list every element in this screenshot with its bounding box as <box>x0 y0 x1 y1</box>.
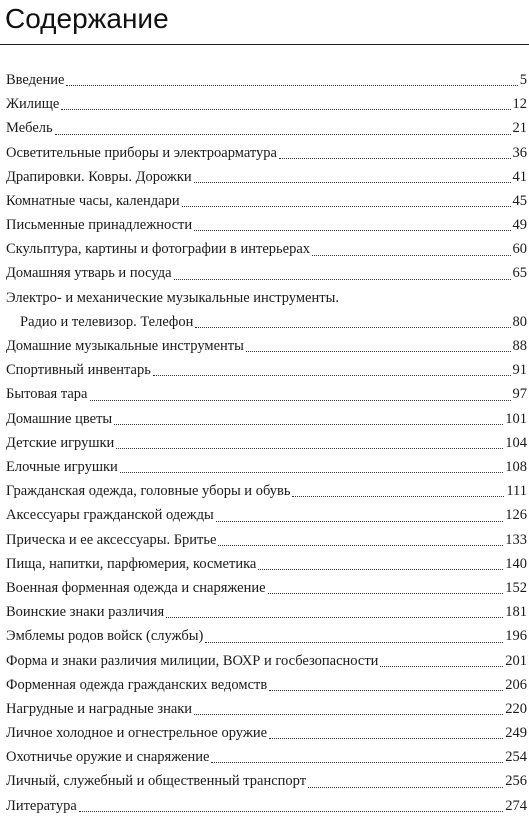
dot-leader <box>174 279 511 280</box>
dot-leader <box>312 255 510 256</box>
toc-entry <box>6 455 527 479</box>
toc-page-number: 60 <box>512 241 527 258</box>
toc-entry-title: Детские игрушки <box>6 434 115 451</box>
toc-entry <box>6 165 527 189</box>
toc-entry-title: Спортивный инвентарь <box>6 362 151 379</box>
toc-entry-title: Личное холодное и огнестрельное оружие <box>6 725 268 742</box>
toc-entry-title: Прическа и ее аксессуары. Бритье <box>6 531 217 548</box>
toc-entry <box>6 382 527 406</box>
toc-entry <box>6 213 527 237</box>
toc-page-number: 104 <box>505 434 527 451</box>
toc-entry-title: Введение <box>6 71 65 88</box>
dot-leader <box>211 762 503 763</box>
toc-entry-title: Драпировки. Ковры. Дорожки <box>6 168 192 185</box>
toc-entry <box>6 600 527 624</box>
toc-entry-title: Пища, напитки, парфюмерия, косметика <box>6 555 257 572</box>
toc-page-number: 5 <box>519 71 527 88</box>
dot-leader <box>66 85 517 86</box>
toc-page-number: 220 <box>505 700 527 717</box>
toc-page-number: 249 <box>505 725 527 742</box>
toc-entry-title: Нагрудные и наградные знаки <box>6 700 193 717</box>
dot-leader <box>194 182 511 183</box>
toc-page-number: 21 <box>512 120 527 137</box>
toc-entry <box>6 334 527 358</box>
toc-entry-title: Бытовая тара <box>6 386 88 403</box>
toc-entry <box>6 624 527 648</box>
dot-leader <box>153 375 511 376</box>
toc-entry-title: Форма и знаки различия милиции, ВОХР и госбезопасности <box>6 652 379 669</box>
toc-entry <box>6 407 527 431</box>
toc-page-number: 256 <box>505 773 527 790</box>
toc-page-number: 152 <box>505 579 527 596</box>
toc-entry <box>6 141 527 165</box>
toc-entry-title: Домашняя утварь и посуда <box>6 265 172 282</box>
toc-entry <box>6 649 527 673</box>
page-title: Содержание <box>5 3 169 34</box>
toc-entry <box>6 503 527 527</box>
toc-entry <box>6 576 527 600</box>
toc-page-number: 41 <box>512 168 527 185</box>
dot-leader <box>55 134 511 135</box>
toc-entry <box>6 68 527 92</box>
toc-entry <box>6 745 527 769</box>
toc-entry-title: Военная форменная одежда и снаряжение <box>6 579 266 596</box>
toc-page-number: 12 <box>512 96 527 113</box>
toc-entry <box>6 358 527 382</box>
dot-leader <box>182 206 511 207</box>
toc-entry <box>6 189 527 213</box>
toc-entry-title: Жилище <box>6 96 60 113</box>
toc-entry-title: Комнатные часы, календари <box>6 192 180 209</box>
toc-page-number: 133 <box>505 531 527 548</box>
toc-entry-title: Осветительные приборы и электроарматура <box>6 144 277 161</box>
toc-entry <box>6 769 527 793</box>
dot-leader <box>268 593 504 594</box>
dot-leader <box>246 351 511 352</box>
toc-page-number: 91 <box>512 362 527 379</box>
toc-page-number: 97 <box>512 386 527 403</box>
toc-entry <box>6 286 527 334</box>
toc-page-number: 36 <box>512 144 527 161</box>
toc-entry-title: Форменная одежда гражданских ведомств <box>6 676 268 693</box>
toc-entry <box>6 721 527 745</box>
toc-entry-title: Литература <box>6 797 77 814</box>
toc-entry-title-line2: Радио и телевизор. Телефон <box>20 313 194 330</box>
toc-entry-title: Домашние музыкальные инструменты <box>6 338 244 355</box>
dot-leader <box>205 642 503 643</box>
toc-page-number: 206 <box>505 676 527 693</box>
title-divider <box>0 44 529 45</box>
toc-entry <box>6 237 527 261</box>
table-of-contents <box>6 68 527 818</box>
toc-entry-title: Эмблемы родов войск (службы) <box>6 628 204 645</box>
toc-page-number: 49 <box>512 217 527 234</box>
dot-leader <box>61 109 510 110</box>
dot-leader <box>79 811 503 812</box>
toc-page-number: 101 <box>505 410 527 427</box>
toc-entry-title: Охотничье оружие и снаряжение <box>6 749 210 766</box>
dot-leader <box>380 666 503 667</box>
toc-entry <box>6 673 527 697</box>
dot-leader <box>258 569 503 570</box>
dot-leader <box>216 521 504 522</box>
dot-leader <box>116 448 503 449</box>
toc-entry-title: Аксессуары гражданской одежды <box>6 507 214 524</box>
toc-entry-title: Личный, служебный и общественный транспорт <box>6 773 307 790</box>
dot-leader <box>269 738 503 739</box>
toc-page-number: 140 <box>505 555 527 572</box>
toc-page-number: 80 <box>512 313 527 330</box>
toc-page-number: 196 <box>505 628 527 645</box>
toc-page-number: 201 <box>505 652 527 669</box>
toc-page-number: 108 <box>505 459 527 475</box>
toc-entry-title: Электро- и механические музыкальные инструменты. <box>6 289 339 306</box>
toc-page-number: 88 <box>512 338 527 355</box>
dot-leader <box>120 472 503 473</box>
dot-leader <box>166 617 503 618</box>
dot-leader <box>195 327 510 328</box>
toc-entry <box>6 116 527 140</box>
toc-page-number: 45 <box>512 192 527 209</box>
toc-entry <box>6 262 527 286</box>
dot-leader <box>114 424 503 425</box>
dot-leader <box>194 230 510 231</box>
toc-entry <box>6 479 527 503</box>
dot-leader <box>308 787 503 788</box>
toc-page-number: 181 <box>505 604 527 621</box>
toc-entry-title: Гражданская одежда, головные уборы и обувь <box>6 483 291 500</box>
dot-leader <box>194 714 503 715</box>
dot-leader <box>218 545 503 546</box>
dot-leader <box>269 690 503 691</box>
toc-entry <box>6 92 527 116</box>
toc-entry <box>6 431 527 455</box>
toc-entry <box>6 794 527 818</box>
dot-leader <box>292 496 504 497</box>
toc-page-number: 274 <box>505 797 527 814</box>
toc-entry-title: Домашние цветы <box>6 410 113 427</box>
dot-leader <box>279 158 511 159</box>
toc-entry-title-continuation <box>6 310 527 334</box>
toc-entry <box>6 552 527 576</box>
toc-entry-title: Воинские знаки различия <box>6 604 165 621</box>
toc-entry <box>6 697 527 721</box>
dot-leader <box>90 400 511 401</box>
toc-entry-title: Письменные принадлежности <box>6 217 193 234</box>
toc-page-number: 126 <box>505 507 527 524</box>
toc-page-number: 111 <box>506 483 527 500</box>
toc-entry <box>6 528 527 552</box>
toc-entry-title: Скульптура, картины и фотографии в интерьерах <box>6 241 311 258</box>
toc-entry-title: Елочные игрушки <box>6 459 118 475</box>
toc-entry-title: Мебель <box>6 120 53 137</box>
toc-page-number: 254 <box>505 749 527 766</box>
toc-page-number: 65 <box>512 265 527 282</box>
